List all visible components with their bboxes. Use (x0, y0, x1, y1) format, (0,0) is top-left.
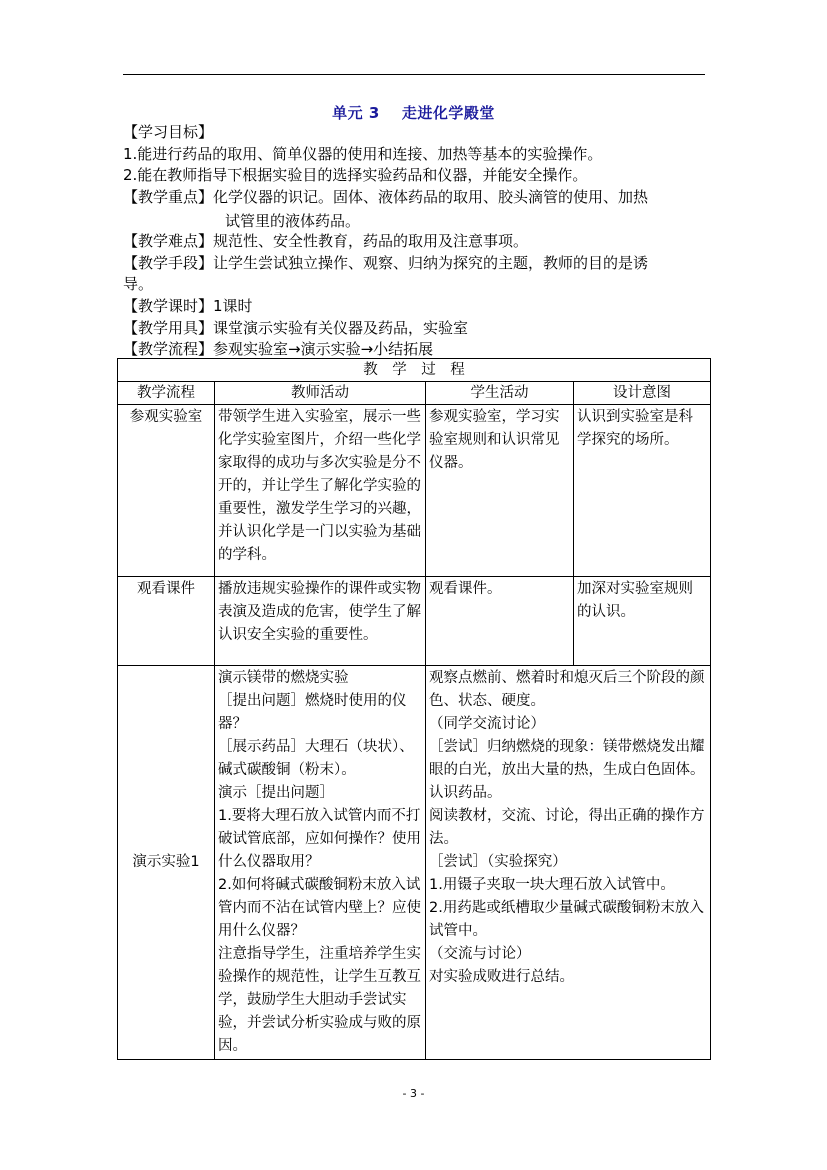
row3-teacher-line: 注意指导学生，注重培养学生实验操作的规范性，让学生互教互学，鼓励学生大胆动手尝试实验，并尝试分析实验成与败的原因。 (218, 946, 421, 1054)
row2-teacher: 播放违规实验操作的课件或实物表演及造成的危害，使学生了解认识安全实验的重要性。 (215, 577, 426, 666)
header-stage: 教学流程 (118, 382, 215, 405)
objective-2: 2.能在教师指导下根据实验目的选择实验药品和仪器，并能安全操作。 (123, 166, 588, 184)
methods-line1: 【教学手段】让学生尝试独立操作、观察、归纳为探究的主题，教师的目的是诱 (123, 254, 649, 272)
table-header-row (118, 382, 711, 405)
unit-label: 单元 3 (332, 104, 380, 122)
row3-teacher-line: 2.如何将碱式碳酸铜粉末放入试管内而不沾在试管内壁上？应使用什么仪器？ (218, 877, 421, 939)
table-row (118, 666, 711, 1060)
row3-student-line: 对实验成败进行总结。 (429, 969, 574, 985)
row3-student-line: ［尝试］（实验探究） (429, 854, 567, 870)
methods-line2: 导。 (123, 275, 154, 293)
row3-teacher-line: 1.要将大理石放入试管内而不打破试管底部，应如何操作？使用什么仪器取用？ (218, 808, 421, 870)
row3-teacher (215, 666, 426, 1060)
row1-stage: 参观实验室 (118, 405, 215, 577)
table-row (118, 577, 711, 666)
key-points-line2: 试管里的液体药品。 (225, 212, 361, 230)
row2-stage: 观看课件 (118, 577, 215, 666)
table-title: 教 学 过 程 (118, 359, 711, 382)
page-number: - 3 - (402, 1087, 425, 1100)
key-points-line1: 化学仪器的识记。固体、液体药品的取用、胶头滴管的使用、加热 (213, 188, 649, 206)
flow: 【教学流程】参观实验室→演示实验→小结拓展 (123, 340, 434, 358)
header-rule (123, 74, 705, 75)
row2-intent: 加深对实验室规则的认识。 (574, 577, 711, 666)
row3-stage: 演示实验1 (118, 666, 215, 1060)
row3-student-line: 阅读教材，交流、讨论，得出正确的操作方法。 (429, 808, 705, 847)
difficulties: 【教学难点】规范性、安全性教育，药品的取用及注意事项。 (123, 232, 529, 250)
header-student: 学生活动 (426, 382, 574, 405)
objectives-heading: 【学习目标】 (123, 123, 214, 141)
table-title-row (118, 359, 711, 382)
row1-teacher: 带领学生进入实验室，展示一些化学实验室图片，介绍一些化学家取得的成功与多次实验是分不开的，并让学生了解化学实验的重要性，激发学生学习的兴趣，并认识化学是一门以实验为基础的学科。 (215, 405, 426, 577)
row3-student (426, 666, 711, 1060)
row3-teacher-line: ［提出问题］燃烧时使用的仪器？ (218, 693, 407, 732)
process-table (117, 358, 711, 1060)
row3-student-line: （交流与讨论） (429, 946, 531, 962)
header-intent: 设计意图 (574, 382, 711, 405)
periods: 【教学课时】1课时 (123, 297, 253, 315)
row3-student-line: 1.用镊子夹取一块大理石放入试管中。 (429, 877, 675, 893)
page-title (0, 102, 827, 123)
row1-student: 参观实验室，学习实验室规则和认识常见仪器。 (426, 405, 574, 577)
row3-student-line: 2.用药匙或纸槽取少量碱式碳酸铜粉末放入试管中。 (429, 900, 704, 939)
row3-student-line: （同学交流讨论） (429, 716, 545, 732)
row3-student-line: 观察点燃前、燃着时和熄灭后三个阶段的颜色、状态、硬度。 (429, 670, 705, 709)
table-row (118, 405, 711, 577)
key-points (123, 186, 648, 208)
row3-teacher-line: 演示镁带的燃烧实验 (218, 670, 349, 686)
objective-1: 1.能进行药品的取用、简单仪器的使用和连接、加热等基本的实验操作。 (123, 145, 603, 163)
unit-name: 走进化学殿堂 (401, 104, 495, 122)
materials: 【教学用具】课堂演示实验有关仪器及药品，实验室 (123, 319, 469, 337)
row2-student: 观看课件。 (426, 577, 574, 666)
row3-student-line: ［尝试］归纳燃烧的现象：镁带燃烧发出耀眼的白光，放出大量的热，生成白色固体。 (429, 739, 705, 778)
key-points-label: 【教学重点】 (123, 188, 214, 206)
row3-teacher-line: 演示［提出问题］ (218, 785, 334, 801)
row3-teacher-line: ［展示药品］大理石（块状）、碱式碳酸铜（粉末）。 (218, 739, 414, 778)
row1-intent: 认识到实验室是科学探究的场所。 (574, 405, 711, 577)
header-teacher: 教师活动 (215, 382, 426, 405)
row3-student-line: 认识药品。 (429, 785, 502, 801)
